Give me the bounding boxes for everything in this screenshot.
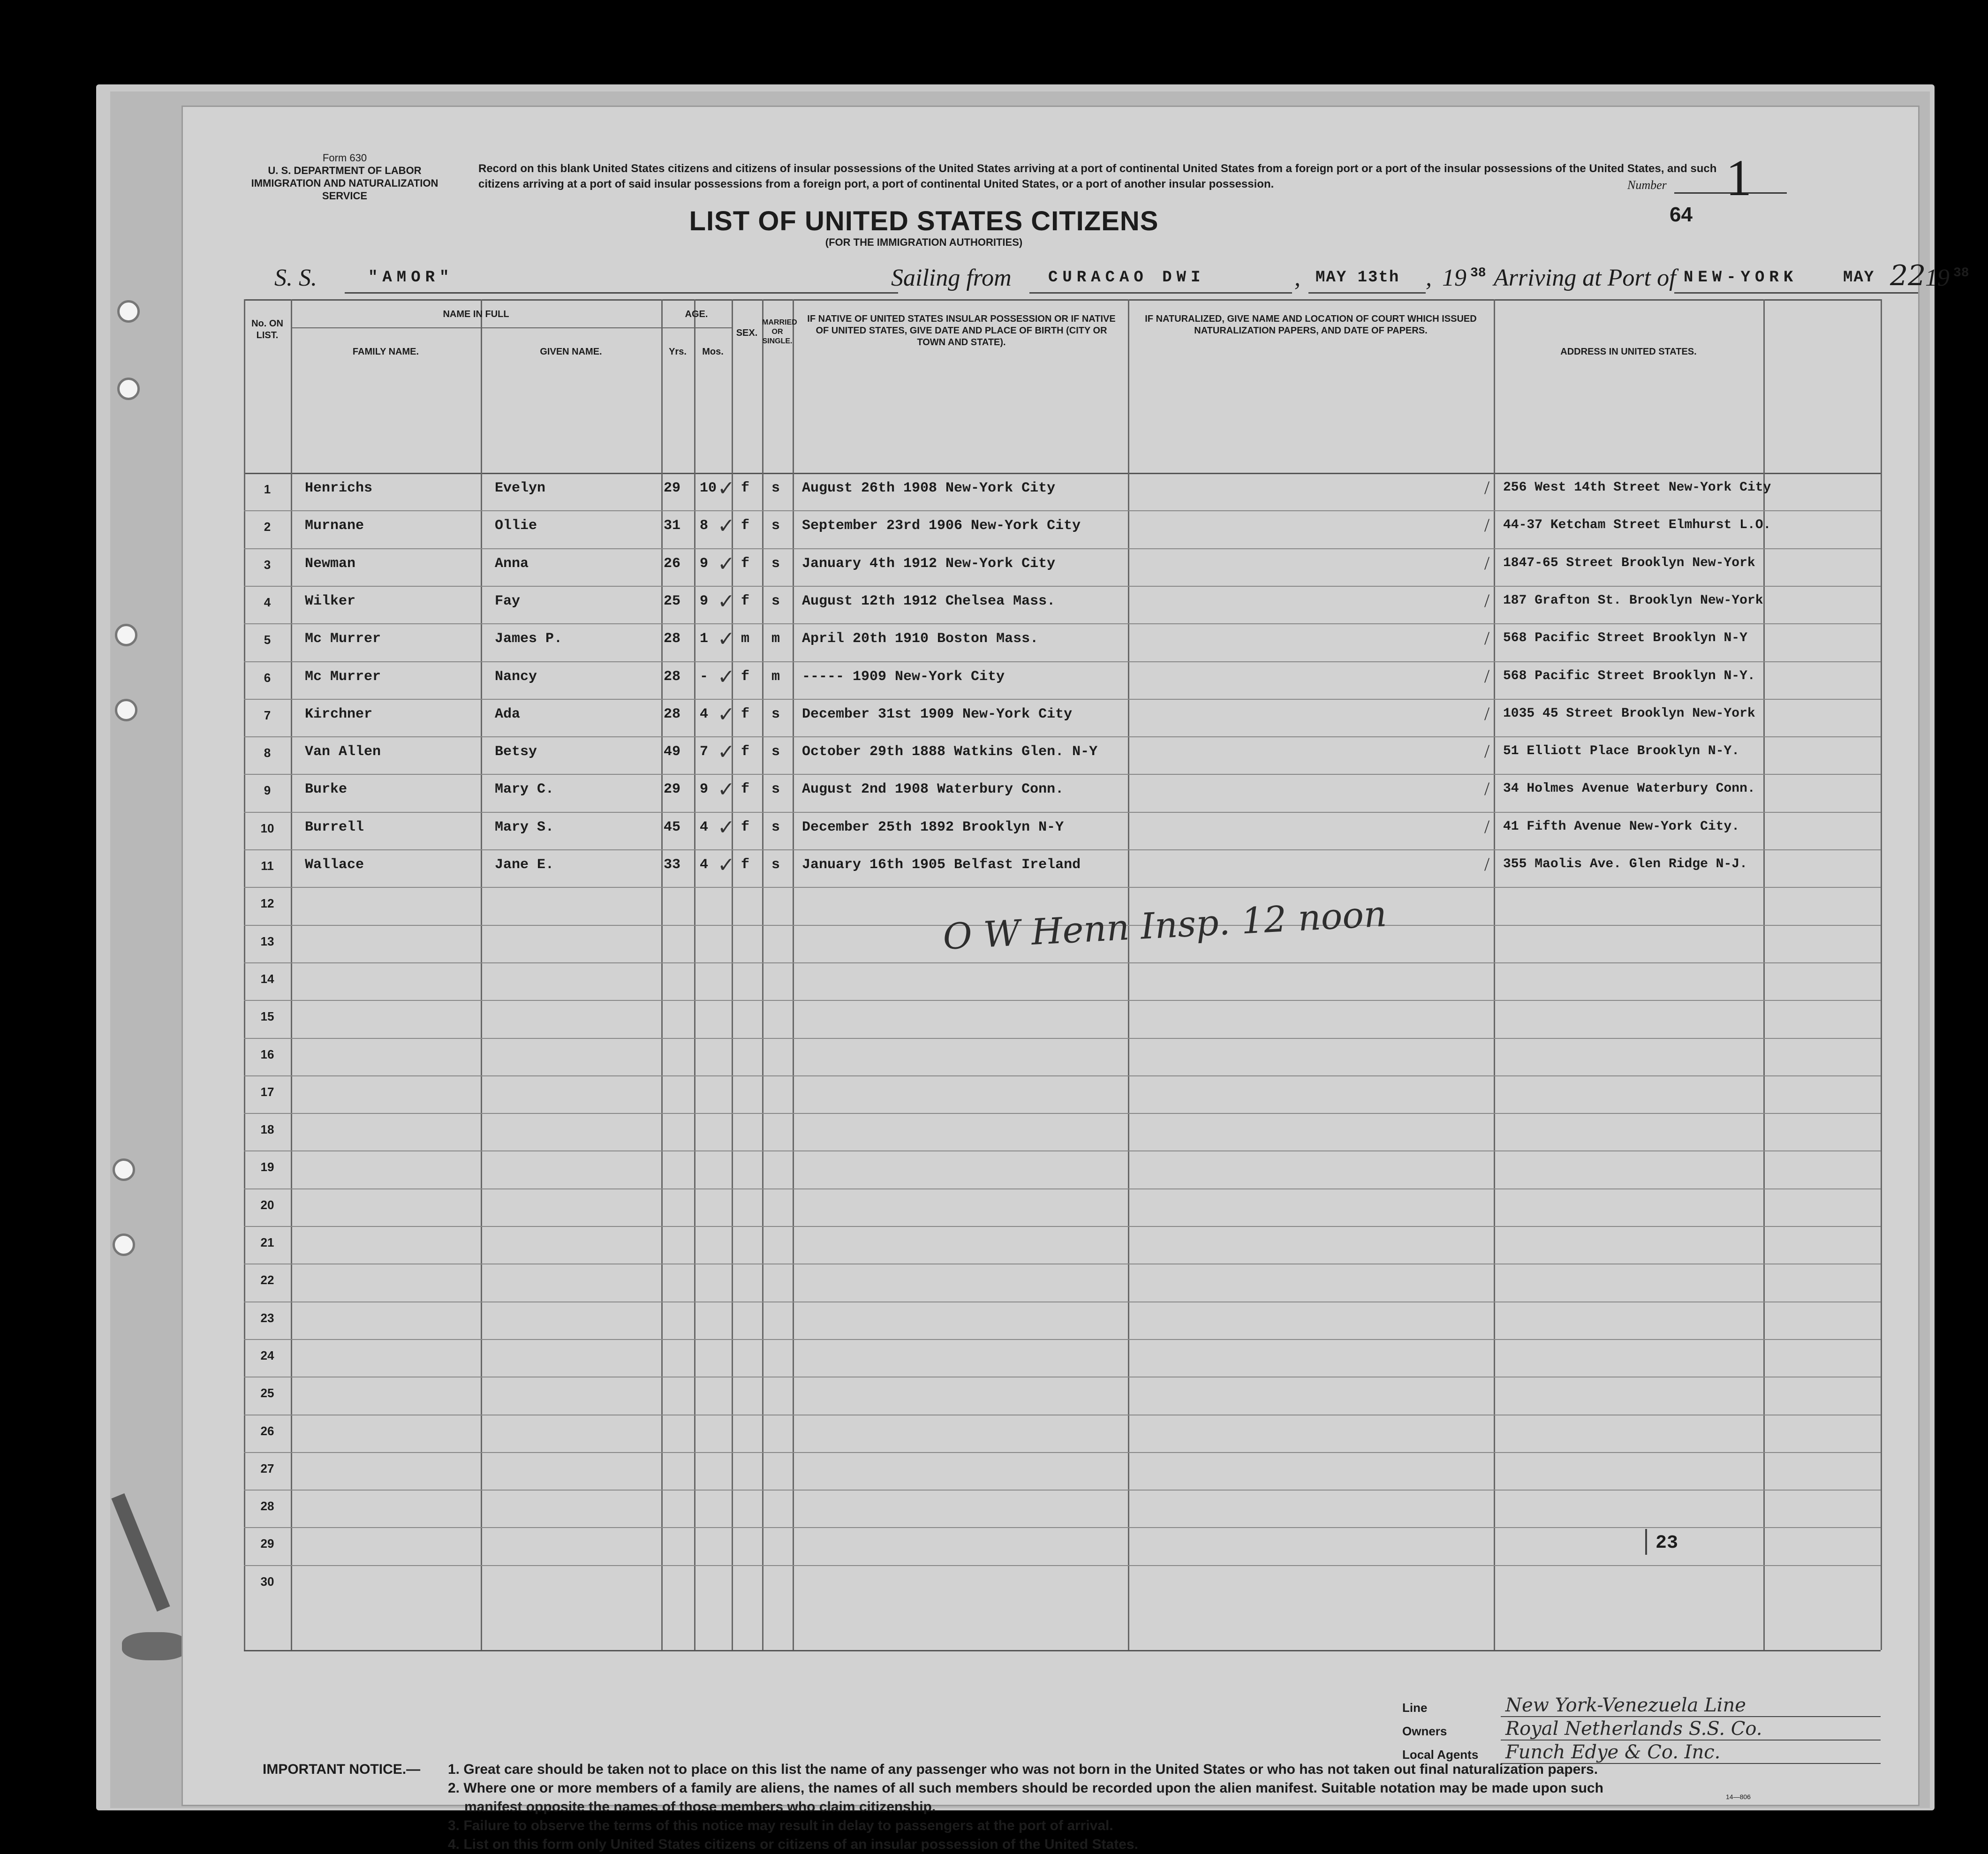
sex-cell: m [741,631,750,647]
service-name: IMMIGRATION AND NATURALIZATION SERVICE [251,177,438,202]
address-tick-icon: / [1484,778,1490,800]
age-months-cell: - [700,668,709,685]
arrival-month: MAY [1843,269,1875,287]
row-number: 22 [260,1273,274,1287]
table-row [244,510,1881,548]
form-header-id [244,151,446,202]
family-name-cell: Wilker [305,593,356,609]
address-cell: 51 Elliott Place Brooklyn N-Y. [1503,744,1740,759]
birth-info-cell: January 16th 1905 Belfast Ireland [802,857,1081,873]
given-name-cell: Ollie [495,518,537,534]
sex-cell: f [741,857,750,873]
family-name-cell: Burrell [305,819,364,835]
header-family-name: FAMILY NAME. [352,347,419,357]
marital-status-cell: s [771,706,780,722]
arriving-label: Arriving at Port of [1494,265,1676,291]
family-name-cell: Mc Murrer [305,668,381,685]
row-number: 11 [261,859,274,873]
age-months-cell: 7 [700,744,709,760]
given-name-cell: Evelyn [495,480,546,496]
row-divider [244,1452,1881,1453]
sex-cell: f [741,593,750,609]
header-name-in-full: NAME IN FULL [443,309,509,319]
address-tick-icon: / [1484,552,1490,574]
row-divider [244,887,1881,888]
binding-knot [122,1632,188,1660]
address-tick-icon: / [1484,741,1490,762]
sex-cell: f [741,781,750,798]
row-divider [244,1000,1881,1001]
family-name-cell: Henrichs [305,480,373,496]
row-divider [244,736,1881,737]
row-divider [244,510,1881,511]
birth-info-cell: April 20th 1910 Boston Mass. [802,631,1039,647]
marital-status-cell: s [771,593,780,609]
address-tick-icon: / [1484,628,1490,649]
birth-info-cell: August 12th 1912 Chelsea Mass. [802,593,1056,609]
age-months-cell: 9 [700,781,709,798]
marital-status-cell: s [771,819,780,835]
sex-cell: f [741,706,750,722]
table-row [244,1038,1881,1075]
row-number: 14 [260,971,274,986]
check-mark-icon: ✓ [718,552,735,575]
manifest-page [183,107,1969,1852]
address-tick-icon: / [1484,477,1490,498]
table-row [244,1226,1881,1264]
row-number: 24 [260,1348,274,1362]
header-given-name: GIVEN NAME. [540,347,602,357]
table-row [244,1490,1881,1527]
check-mark-icon: ✓ [718,665,735,689]
marital-status-cell: m [771,631,780,647]
header-married-single: MARRIED OR SINGLE. [762,318,797,345]
row-divider [244,548,1881,549]
check-mark-icon: ✓ [718,816,735,839]
voyage-line: S. S. "AMOR" Sailing from CURACAO DWI , MAY 13th , 19 38 Arriving at Port of NEW-YORK MAY 22 19 38 [274,264,1906,297]
address-cell: 355 Maolis Ave. Glen Ridge N-J. [1503,857,1747,871]
table-row [244,586,1881,623]
check-mark-icon: ✓ [718,778,735,802]
page-count: 23 [1655,1533,1678,1554]
address-tick-icon: / [1484,703,1490,724]
form-code: 14—806 [1726,1793,1751,1801]
row-number: 2 [264,520,271,534]
marital-status-cell: s [771,555,780,572]
row-divider [244,699,1881,700]
list-number: 1 [1726,149,1752,206]
sailing-year-prefix: 19 [1442,265,1466,291]
marital-status-cell: s [771,857,780,873]
intro-text: Record on this blank United States citizens and citizens of insular possessions of the United States arriving at a port of continental United States from a foreign port or a port of the insular possessions of the United States, and such citizens arriving at a port of said insular possessions from a foreign port, a port of continental United States, or a port of another insular possession. [478,162,1717,190]
given-name-cell: Anna [495,555,529,572]
sailing-label: Sailing from [891,265,1012,291]
row-number: 26 [260,1423,274,1438]
sex-cell: f [741,480,750,496]
given-name-cell: Fay [495,593,521,609]
age-years-cell: 49 [664,744,681,760]
punch-hole [113,1158,135,1181]
family-name-cell: Kirchner [305,706,373,722]
address-tick-icon: / [1484,665,1490,687]
inspector-note: O W Henn Insp. 12 noon [942,893,1388,958]
row-number: 21 [260,1235,274,1249]
address-cell: 568 Pacific Street Brooklyn N-Y [1503,631,1747,646]
age-months-cell: 4 [700,706,709,722]
table-row [244,812,1881,849]
number-label: Number [1627,178,1667,192]
family-name-cell: Newman [305,555,356,572]
notice-item-2: 2. Where one or more members of a family are aliens, the names of all such members should be recorded upon the alien manifest. Suitable notation may be made upon such [448,1780,1603,1796]
given-name-cell: Mary C. [495,781,554,798]
row-divider [244,962,1881,963]
agents-label: Local Agents [1402,1748,1479,1762]
row-divider [244,849,1881,850]
given-name-cell: James P. [495,631,563,647]
passenger-table [244,299,1881,1650]
header-naturalization: IF NATURALIZED, GIVE NAME AND LOCATION OF COURT WHICH ISSUED NATURALIZATION PAPERS, AND DATE OF PAPERS. [1145,314,1477,336]
table-row [244,736,1881,774]
age-years-cell: 25 [664,593,681,609]
row-number: 25 [260,1386,274,1400]
age-years-cell: 29 [664,781,681,798]
age-years-cell: 31 [664,518,681,534]
header-sex: SEX. [736,328,758,338]
table-row [244,473,1881,510]
row-number: 20 [260,1197,274,1212]
arrival-year: 38 [1953,266,1969,280]
address-cell: 1847-65 Street Brooklyn New-York [1503,555,1755,570]
birth-info-cell: ----- 1909 New-York City [802,668,1005,685]
table-row [244,1415,1881,1452]
sailing-from: CURACAO DWI [1048,269,1205,287]
marital-status-cell: s [771,518,780,534]
row-number: 29 [260,1536,274,1551]
page-count-marker [1645,1529,1647,1555]
age-months-cell: 9 [700,593,709,609]
row-number: 17 [260,1084,274,1099]
age-months-cell: 9 [700,555,709,572]
check-mark-icon: ✓ [718,628,735,651]
line-label: Line [1402,1701,1428,1715]
notice-item-4: 4. List on this form only United States citizens or citizens of an insular possession of the United States. [448,1837,1138,1852]
row-divider [244,774,1881,775]
check-mark-icon: ✓ [718,590,735,613]
header-yrs: Yrs. [669,347,687,357]
family-name-cell: Burke [305,781,348,798]
row-number: 28 [260,1499,274,1513]
sex-cell: f [741,819,750,835]
row-number: 23 [260,1310,274,1325]
row-number: 4 [264,595,271,609]
arrival-day: 22 [1890,259,1926,292]
row-number: 8 [264,746,271,760]
check-mark-icon: ✓ [718,703,735,726]
birth-info-cell: August 26th 1908 New-York City [802,480,1056,496]
header-age: AGE. [685,309,708,319]
page-stamp: 64 [1670,203,1693,226]
row-divider [244,1490,1881,1491]
row-divider [244,1339,1881,1340]
row-number: 9 [264,783,271,798]
row-divider [244,586,1881,587]
check-mark-icon: ✓ [718,741,735,764]
form-number: Form 630 [322,152,367,164]
row-number: 19 [260,1160,274,1174]
row-number: 12 [260,896,274,911]
line-value: New York-Venezuela Line [1505,1695,1746,1716]
punch-hole [115,624,137,646]
age-months-cell: 10 [700,480,717,496]
ship-label: S. S. [274,265,317,291]
birth-info-cell: October 29th 1888 Watkins Glen. N-Y [802,744,1098,760]
address-tick-icon: / [1484,816,1490,837]
table-row [244,1188,1881,1226]
address-cell: 44-37 Ketcham Street Elmhurst L.O. [1503,518,1771,533]
table-row [244,849,1881,887]
given-name-cell: Ada [495,706,521,722]
row-divider [244,1527,1881,1528]
ship-name: "AMOR" [368,269,454,287]
marital-status-cell: s [771,781,780,798]
row-number: 30 [260,1574,274,1589]
punch-hole [117,300,140,323]
row-divider [244,812,1881,813]
header-no-on-list: No. ON LIST. [251,318,283,341]
age-months-cell: 4 [700,819,709,835]
department-name: U. S. DEPARTMENT OF LABOR [268,165,422,176]
table-row [244,1565,1881,1603]
age-years-cell: 28 [664,631,681,647]
table-row [244,661,1881,699]
page-subtitle: (FOR THE IMMIGRATION AUTHORITIES) [825,236,1023,248]
sex-cell: f [741,555,750,572]
arrival-year-prefix: 19 [1925,265,1950,291]
table-row [244,1113,1881,1150]
notice-item-3: 3. Failure to observe the terms of this notice may result in delay to passengers at the port of arrival. [448,1818,1113,1833]
address-cell: 568 Pacific Street Brooklyn N-Y. [1503,668,1755,683]
check-mark-icon: ✓ [718,854,735,877]
birth-info-cell: December 31st 1909 New-York City [802,706,1073,722]
row-divider [244,1565,1881,1566]
table-row [244,1452,1881,1490]
row-divider [244,661,1881,662]
row-divider [244,623,1881,624]
row-divider [244,1188,1881,1189]
row-number: 5 [264,633,271,647]
check-mark-icon: ✓ [718,477,735,500]
birth-info-cell: August 2nd 1908 Waterbury Conn. [802,781,1064,798]
sailing-date: MAY 13th [1315,269,1400,287]
family-name-cell: Van Allen [305,744,381,760]
given-name-cell: Betsy [495,744,537,760]
sailing-year: 38 [1470,266,1486,280]
row-number: 27 [260,1461,274,1476]
row-divider [244,1150,1881,1151]
row-number: 16 [260,1047,274,1061]
header-mos: Mos. [702,347,724,357]
row-number: 3 [264,557,271,572]
birth-info-cell: January 4th 1912 New-York City [802,555,1056,572]
given-name-cell: Mary S. [495,819,554,835]
table-row [244,1302,1881,1339]
age-months-cell: 8 [700,518,709,534]
age-months-cell: 4 [700,857,709,873]
family-name-cell: Murnane [305,518,364,534]
row-number: 18 [260,1122,274,1137]
sex-cell: f [741,744,750,760]
punch-hole [117,378,140,400]
marital-status-cell: s [771,744,780,760]
table-row [244,623,1881,661]
age-years-cell: 26 [664,555,681,572]
row-number: 13 [260,934,274,948]
notice-item-1: 1. Great care should be taken not to place on this list the name of any passenger who was not born in the United States or who has not taken out final naturalization papers. [448,1762,1598,1777]
birth-info-cell: September 23rd 1906 New-York City [802,518,1081,534]
table-row [244,1150,1881,1188]
table-row [244,699,1881,736]
table-row [244,774,1881,811]
notice-item-2-continued: manifest opposite the names of those members who claim citizenship. [464,1799,936,1815]
address-cell: 34 Holmes Avenue Waterbury Conn. [1503,781,1755,796]
table-row [244,1075,1881,1113]
marital-status-cell: s [771,480,780,496]
row-number: 10 [260,821,274,835]
age-years-cell: 29 [664,480,681,496]
punch-hole [113,1233,135,1256]
sex-cell: f [741,518,750,534]
table-row [244,548,1881,586]
age-months-cell: 1 [700,631,709,647]
family-name-cell: Wallace [305,857,364,873]
address-cell: 256 West 14th Street New-York City [1503,480,1771,495]
age-years-cell: 33 [664,857,681,873]
address-tick-icon: / [1484,590,1490,611]
row-number: 7 [264,708,271,722]
punch-hole [115,699,137,721]
agents-value: Funch Edye & Co. Inc. [1505,1741,1721,1763]
page-title: LIST OF UNITED STATES CITIZENS [689,206,1159,236]
address-tick-icon: / [1484,515,1490,536]
age-years-cell: 45 [664,819,681,835]
family-name-cell: Mc Murrer [305,631,381,647]
address-cell: 187 Grafton St. Brooklyn New-York [1503,593,1763,608]
header-address: ADDRESS IN UNITED STATES. [1560,347,1697,357]
age-years-cell: 28 [664,668,681,685]
row-number: 6 [264,670,271,685]
marital-status-cell: m [771,668,780,685]
given-name-cell: Nancy [495,668,537,685]
given-name-cell: Jane E. [495,857,554,873]
table-row [244,1377,1881,1414]
row-divider [244,1075,1881,1076]
owners-value: Royal Netherlands S.S. Co. [1505,1718,1762,1740]
arrival-port: NEW-YORK [1684,269,1798,287]
table-row [244,1264,1881,1301]
row-number: 15 [260,1009,274,1024]
table-row [244,962,1881,1000]
notice-lead: IMPORTANT NOTICE.— [263,1762,421,1777]
table-row [244,1339,1881,1377]
table-row [244,1527,1881,1565]
row-divider [244,1226,1881,1227]
sex-cell: f [741,668,750,685]
table-row [244,1000,1881,1037]
check-mark-icon: ✓ [718,515,735,538]
header-birth-info: IF NATIVE OF UNITED STATES INSULAR POSSESSION OR IF NATIVE OF UNITED STATES, GIVE DATE AND PLACE OF BIRTH (CITY OR TOWN AND STATE). [807,314,1116,348]
age-years-cell: 28 [664,706,681,722]
address-tick-icon: / [1484,854,1490,875]
row-divider [244,1113,1881,1114]
address-cell: 1035 45 Street Brooklyn New-York [1503,706,1755,721]
birth-info-cell: December 25th 1892 Brooklyn N-Y [802,819,1064,835]
row-number: 1 [264,482,271,496]
address-cell: 41 Fifth Avenue New-York City. [1503,819,1740,834]
owners-label: Owners [1402,1724,1447,1738]
row-divider [244,1038,1881,1039]
